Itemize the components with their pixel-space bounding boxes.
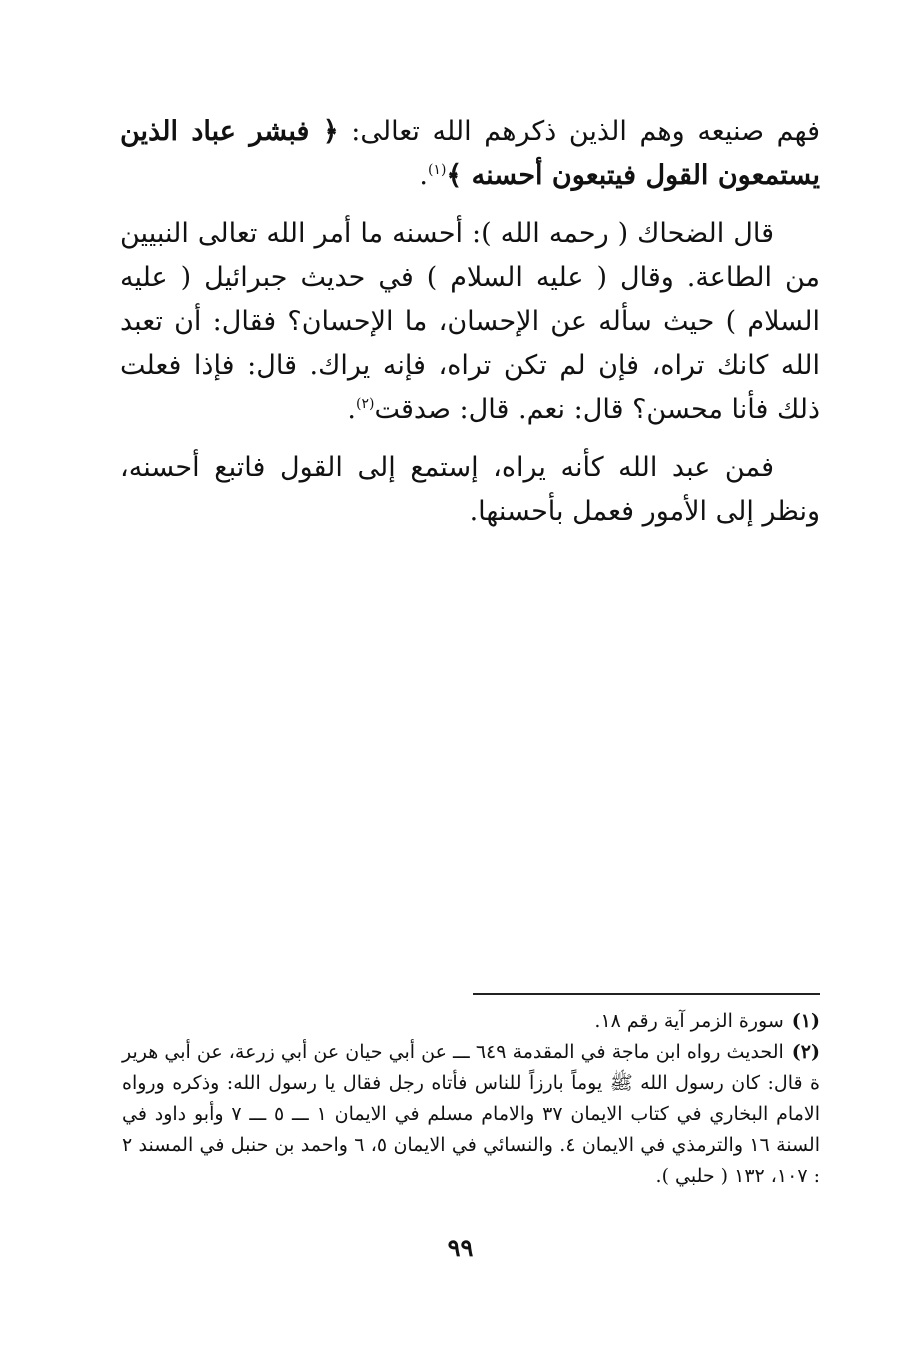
page-number: ٩٩	[447, 1233, 474, 1262]
paragraph-1	[120, 110, 820, 198]
footnote-ref-2[interactable]: (٢)	[355, 396, 375, 412]
paragraph-2-text: قال الضحاك ( رحمه الله ): أحسنه ما أمر الله تعالى النبيين من الطاعة. وقال ( عليه السلام ) في حديث جبرائيل ( عليه السلام ) حيث سأله عن الإحسان، ما الإحسان؟ فقال: أن تعبد الله كانك تراه، فإن لم تكن تراه، فإنه يراك. قال: فإذا فعلت ذلك فأنا محسن؟ قال: نعم. قال: صدقت	[120, 218, 820, 425]
paragraph-2	[120, 212, 820, 432]
paragraph-1-end: .	[419, 160, 428, 191]
main-text	[120, 110, 820, 548]
footnote-ref-1[interactable]: (١)	[427, 162, 447, 178]
paragraph-3	[120, 446, 820, 534]
footnote-2-number: (٢)	[791, 1041, 820, 1063]
paragraph-1-intro: فهم صنيعه وهم الذين ذكرهم الله تعالى:	[338, 116, 820, 147]
quran-verse: ﴿ فبشر عباد الذين يستمعون القول فيتبعون أحسنه ﴾	[120, 116, 820, 191]
footnote-2	[122, 1037, 820, 1192]
footnote-1-number: (١)	[791, 1010, 820, 1032]
footnote-1-text: سورة الزمر آية رقم ١٨.	[594, 1010, 784, 1032]
footnote-2-text: الحديث رواه ابن ماجة في المقدمة ٦٤٩ ـــ عن أبي حيان عن أبي زرعة، عن أبي هرير ة قال: كان رسول الله ﷺ يوماً بارزاً للناس فأتاه رجل فقال يا رسول الله: وذكره ورواه الامام البخاري في كتاب الايمان ٣٧ والامام مسلم في الايمان ١ ـــ ٥ ـــ ٧ وأبو داود في السنة ١٦ والترمذي في الايمان ٤. والنسائي في الايمان ٥، ٦ واحمد بن حنبل في المسند ٢ : ١٠٧، ١٣٢ ( حلبي ).	[122, 1041, 821, 1187]
footnotes	[122, 1006, 820, 1192]
paragraph-3-text: فمن عبد الله كأنه يراه، إستمع إلى القول فاتبع أحسنه، ونظر إلى الأمور فعمل بأحسنها.	[120, 452, 820, 527]
footnote-separator	[473, 993, 820, 995]
paragraph-2-end: .	[347, 394, 356, 425]
footnote-1	[122, 1006, 820, 1037]
